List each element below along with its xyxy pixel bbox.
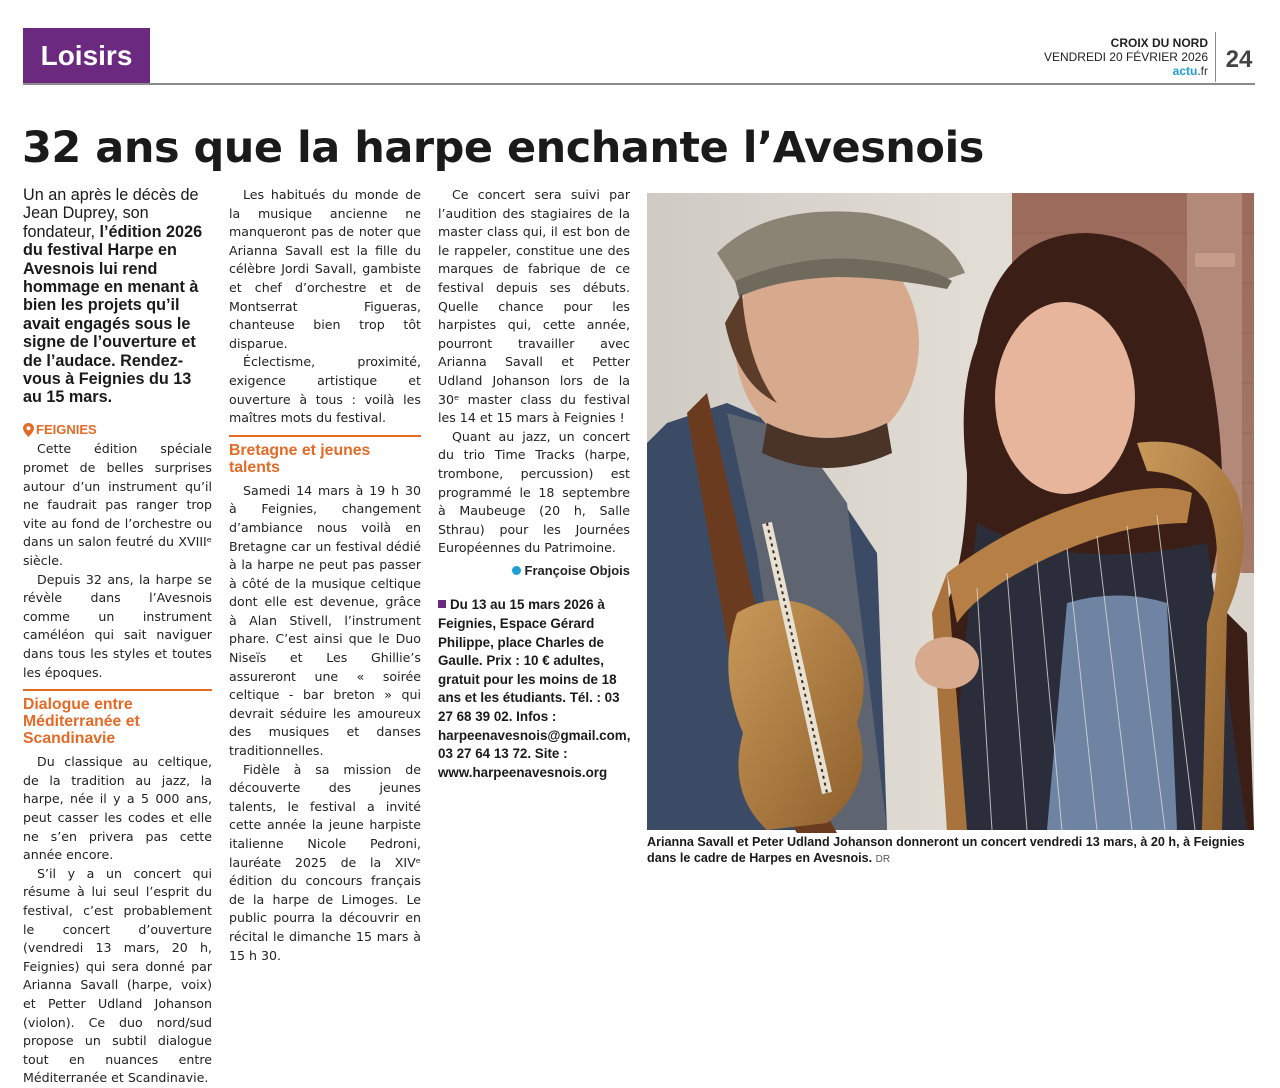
paragraph: Quant au jazz, un concert du trio Time Tracks (harpe, trombone, percussion) est programmé le 18 septembre à Maubeuge (20 h, Salle Sthrau) pour les Journées Européennes du Patrimoine. bbox=[438, 428, 630, 556]
masthead-divider bbox=[1215, 32, 1216, 82]
newspaper-name: CROIX DU NORD bbox=[1110, 36, 1208, 50]
section-label: Loisirs bbox=[23, 28, 150, 84]
caption-text: Arianna Savall et Peter Udland Johanson donneront un concert vendredi 13 mars, à 20 h, à Feignies dans le cadre de Harpes en Avesnois. bbox=[647, 835, 1245, 865]
article-column-1 bbox=[23, 186, 212, 1088]
paragraph: Cette édition spéciale promet de belles surprises autour d’un instrument qu’il ne faudrait pas ranger trop vite au fond de l’orchestre ou dans un salon feutré du XVIIIᵉ siècle. bbox=[23, 441, 212, 569]
byline-dot-icon bbox=[512, 566, 521, 575]
article-column-3 bbox=[438, 186, 630, 782]
issue-date: VENDREDI 20 FÉVRIER 2026 bbox=[1043, 50, 1208, 64]
paragraph: Éclectisme, proximité, exigence artistique et ouverture à tous : voilà les maîtres mots du festival. bbox=[229, 354, 421, 426]
subheading: Dialogue entre Méditerranée et Scandinavie bbox=[23, 689, 212, 747]
masthead bbox=[1044, 36, 1208, 78]
author-name: Françoise Objois bbox=[524, 562, 630, 578]
subheading: Bretagne et jeunes talents bbox=[229, 435, 421, 476]
article-column-2 bbox=[229, 186, 421, 965]
practical-info bbox=[438, 596, 630, 782]
article-photo bbox=[647, 193, 1254, 830]
square-bullet-icon bbox=[438, 600, 446, 608]
article-standfirst bbox=[23, 186, 212, 407]
paragraph: Fidèle à sa mission de découverte des jeunes talents, le festival a invité cette année la jeune harpiste italienne Nicole Pedroni, lauréate 2025 de la XIVᵉ édition du concours français de la harpe de Limoges. Le public pourra la découvrir en récital le dimanche 15 mars à 15 h 30. bbox=[229, 761, 421, 963]
byline bbox=[438, 562, 630, 581]
paragraph: Les habitués du monde de la musique ancienne ne manqueront pas de noter que Arianna Savall est la fille du célèbre Jordi Savall, gambiste et chef d’orchestre et de Montserrat Figueras, chanteuse bien trop tôt disparue. bbox=[229, 187, 421, 351]
musicians-photo bbox=[647, 193, 1254, 830]
paragraph: Samedi 14 mars à 19 h 30 à Feignies, changement d’ambiance nous voilà en Bretagne car un festival dédié à la harpe ne peut pas passer à côté de la musique celtique dont elle est devenue, grâce à Alan Stivell, l’instrument phare. C’est ainsi que le Duo Niseïs et Les Ghillie’s assureront une « soirée celtique - bar breton » qui devrait séduire les amoureux des musiques et danses traditionnelles. bbox=[229, 482, 421, 759]
location-pin-icon bbox=[23, 423, 34, 437]
photo-credit: DR bbox=[875, 854, 891, 865]
page-number: 24 bbox=[1225, 46, 1253, 73]
site-tld: .fr bbox=[1197, 64, 1208, 78]
header-rule bbox=[23, 83, 1255, 85]
paragraph: S’il y a un concert qui résume à lui seul l’esprit du festival, c’est probablement le concert d’ouverture (vendredi 13 mars, 20 h, Feignies) qui sera donné par Arianna Savall (harpe, voix) et Petter Udland Johanson (violon). Ce duo nord/sud propose un subtil dialogue tout en nuances entre Méditerranée et Scandinavie. bbox=[23, 865, 212, 1086]
article-headline: 32 ans que la harpe enchante l’Avesnois bbox=[22, 123, 984, 173]
paragraph: Du classique au celtique, de la tradition au jazz, la harpe, née il y a 5 000 ans, peut casser les codes et elle ne s’en privera pas cette année encore. bbox=[23, 754, 212, 863]
dateline-place: FEIGNIES bbox=[36, 421, 97, 437]
standfirst-lead: Un an après le décès de Jean Duprey, son fondateur, bbox=[23, 186, 199, 241]
site-name: actu bbox=[1172, 64, 1198, 78]
practical-info-text: Du 13 au 15 mars 2026 à Feignies, Espace Gérard Philippe, place Charles de Gaulle. Prix : 10 € adultes, gratuit pour les moins de 18 ans et les étudiants. Tél. : 03 27 68 39 02. Infos : harpeenavesnois@gmail.com, 03 27 64 13 72. Site : www.harpeenavesnois.org bbox=[438, 597, 631, 780]
paragraph: Depuis 32 ans, la harpe se révèle dans l’Avesnois comme un instrument caméléon qui sait naviguer dans tous les styles et toutes les époques. bbox=[23, 571, 212, 680]
site-logo bbox=[1044, 64, 1208, 78]
photo-caption bbox=[647, 834, 1254, 868]
dateline bbox=[23, 421, 212, 440]
standfirst-rest: l’édition 2026 du festival Harpe en Avesnois lui rend hommage en menant à bien les projets qu’il avait engagés sous le signe de l’ouverture et de l’audace. Rendez-vous à Feignies du 13 au 15 mars. bbox=[23, 222, 203, 407]
paragraph: Ce concert sera suivi par l’audition des stagiaires de la master class qui, il est bon de le rappeler, constitue une des marques de fabrique de ce festival depuis ses débuts. Quelle chance pour les harpistes qui, cette année, pourront travailler avec Arianna Savall et Petter Udland Johanson lors de la 30ᵉ master class du festival les 14 et 15 mars à Feignies ! bbox=[438, 187, 630, 426]
